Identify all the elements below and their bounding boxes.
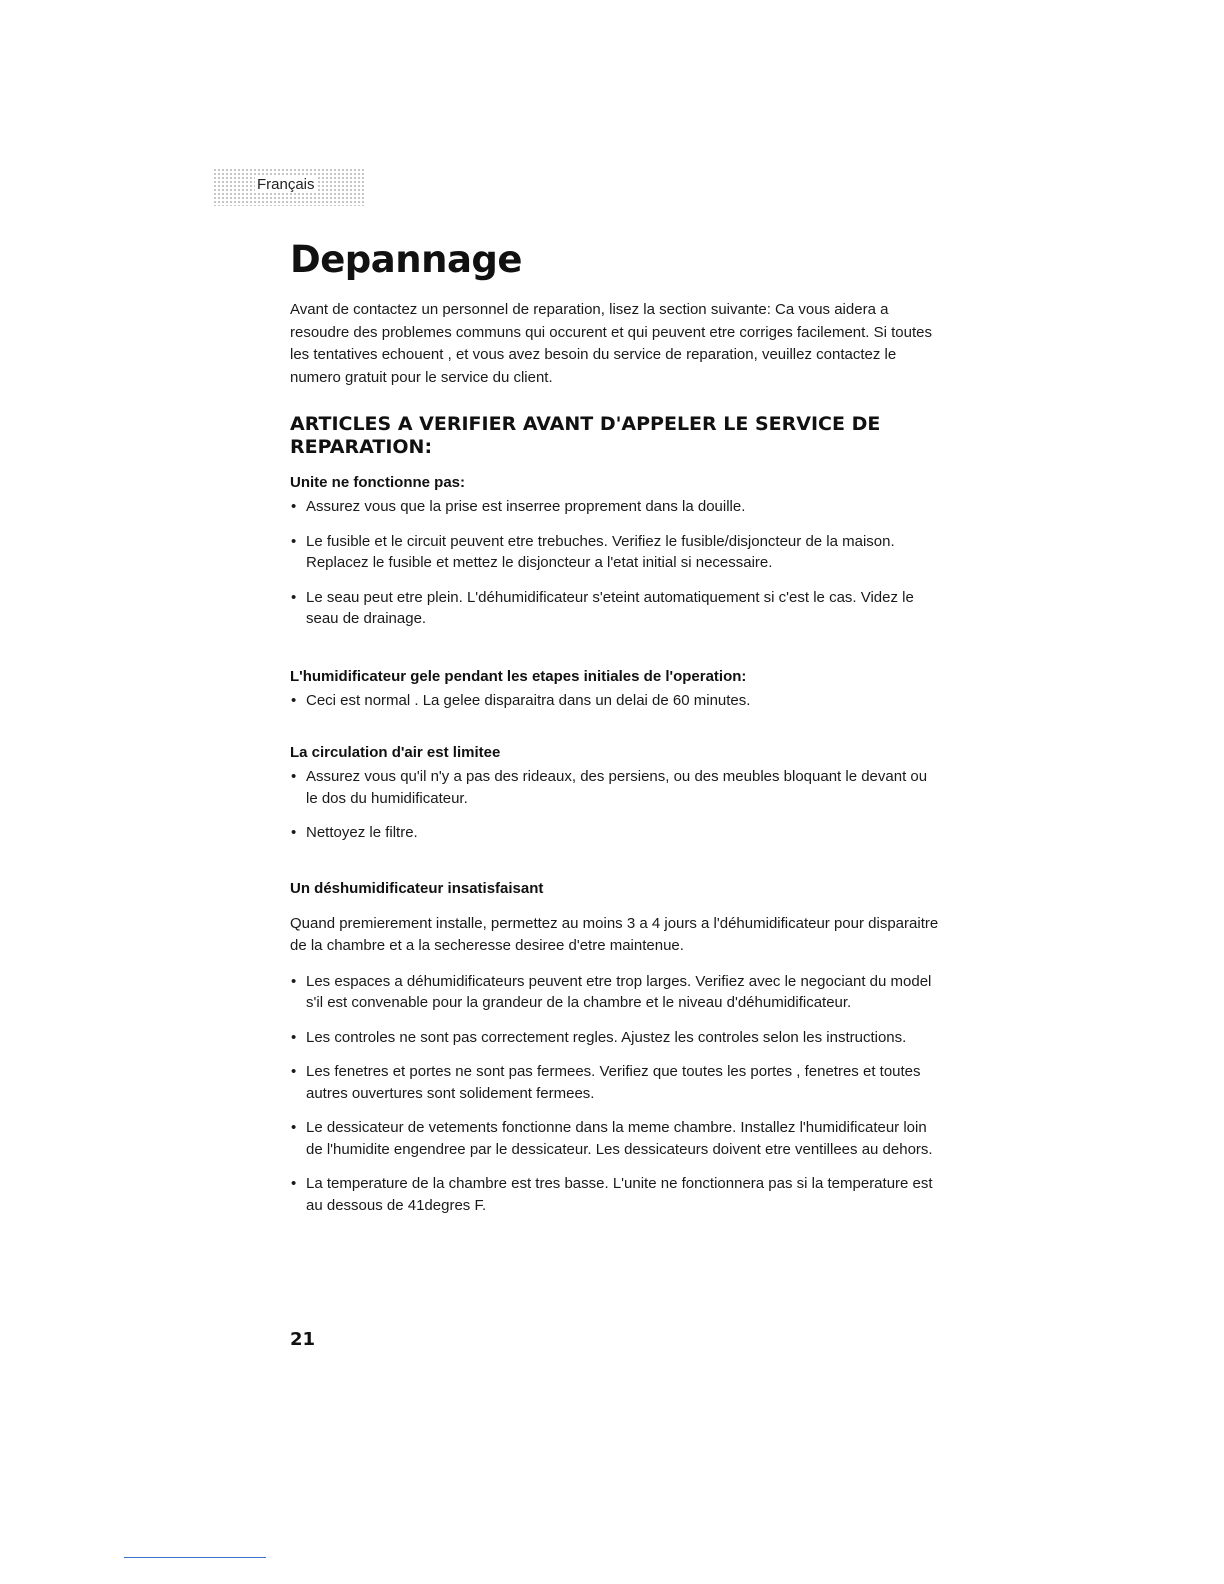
bullet-list xyxy=(290,690,940,712)
page-number: 21 xyxy=(290,1329,316,1350)
checklist-heading: ARTICLES A VERIFIER AVANT D'APPELER LE SERVICE DE REPARATION: xyxy=(290,413,881,458)
section-title: Un déshumidificateur insatisfaisant xyxy=(290,879,544,897)
bullet-list xyxy=(290,971,940,1217)
list-item: • Le seau peut etre plein. L'déhumidificateur s'eteint automatiquement si c'est le cas. Videz le seau de drainage. xyxy=(290,587,940,630)
section-paragraph: Quand premierement installe, permettez au moins 3 a 4 jours a l'déhumidificateur pour disparaitre de la chambre et a la secheresse desiree d'etre maintenue. xyxy=(290,914,939,954)
list-item: • Nettoyez le filtre. xyxy=(290,822,940,844)
section-title: L'humidificateur gele pendant les etapes initiales de l'operation: xyxy=(290,667,747,685)
bullet-list xyxy=(290,496,940,630)
section-title: La circulation d'air est limitee xyxy=(290,744,501,761)
section-freezing xyxy=(290,667,940,712)
divider xyxy=(124,1557,266,1558)
list-item: • Ceci est normal . La gelee disparaitra dans un delai de 60 minutes. xyxy=(290,690,940,712)
list-item: • La temperature de la chambre est tres basse. L'unite ne fonctionnera pas si la temperature est au dessous de 41degres F. xyxy=(290,1173,940,1216)
section-airflow xyxy=(290,743,940,844)
page-title: Depannage xyxy=(290,238,522,281)
section-title: Unite ne fonctionne pas: xyxy=(290,474,466,491)
language-badge xyxy=(213,168,365,206)
list-item: • Le fusible et le circuit peuvent etre trebuches. Verifiez le fusible/disjoncteur de la maison. Replacez le fusible et mettez le disjoncteur a l'etat initial si necessaire. xyxy=(290,531,940,574)
list-item: • Le dessicateur de vetements fonctionne dans la meme chambre. Installez l'humidificateur loin de l'humidite engendree par le dessicateur. Les dessicateurs doivent etre ventillees au dehors. xyxy=(290,1117,940,1160)
bullet-list xyxy=(290,766,940,844)
list-item: • Assurez vous qu'il n'y a pas des rideaux, des persiens, ou des meubles bloquant le devant ou le dos du humidificateur. xyxy=(290,766,940,809)
list-item: • Assurez vous que la prise est inserree proprement dans la douille. xyxy=(290,496,940,518)
list-item: • Les espaces a déhumidificateurs peuvent etre trop larges. Verifiez avec le negociant du model s'il est convenable pour la grandeur de la chambre et le niveau d'déhumidificateur. xyxy=(290,971,940,1014)
section-unit-not-working xyxy=(290,473,940,630)
list-item: • Les controles ne sont pas correctement regles. Ajustez les controles selon les instructions. xyxy=(290,1027,940,1049)
intro-paragraph: Avant de contactez un personnel de reparation, lisez la section suivante: Ca vous aidera a resoudre des problemes communs qui occurent et qui peuvent etre corriges facilement. Si toutes les tentatives echouent , et vous avez besoin du service de reparation, veuillez contactez le numero gratuit pour le service du client. xyxy=(290,301,932,386)
section-unsatisfactory xyxy=(290,879,940,1217)
list-item: • Les fenetres et portes ne sont pas fermees. Verifiez que toutes les portes , fenetres et toutes autres ouvertures sont solidement fermees. xyxy=(290,1061,940,1104)
language-label: Français xyxy=(257,176,315,193)
troubleshooting-content xyxy=(290,238,940,1229)
